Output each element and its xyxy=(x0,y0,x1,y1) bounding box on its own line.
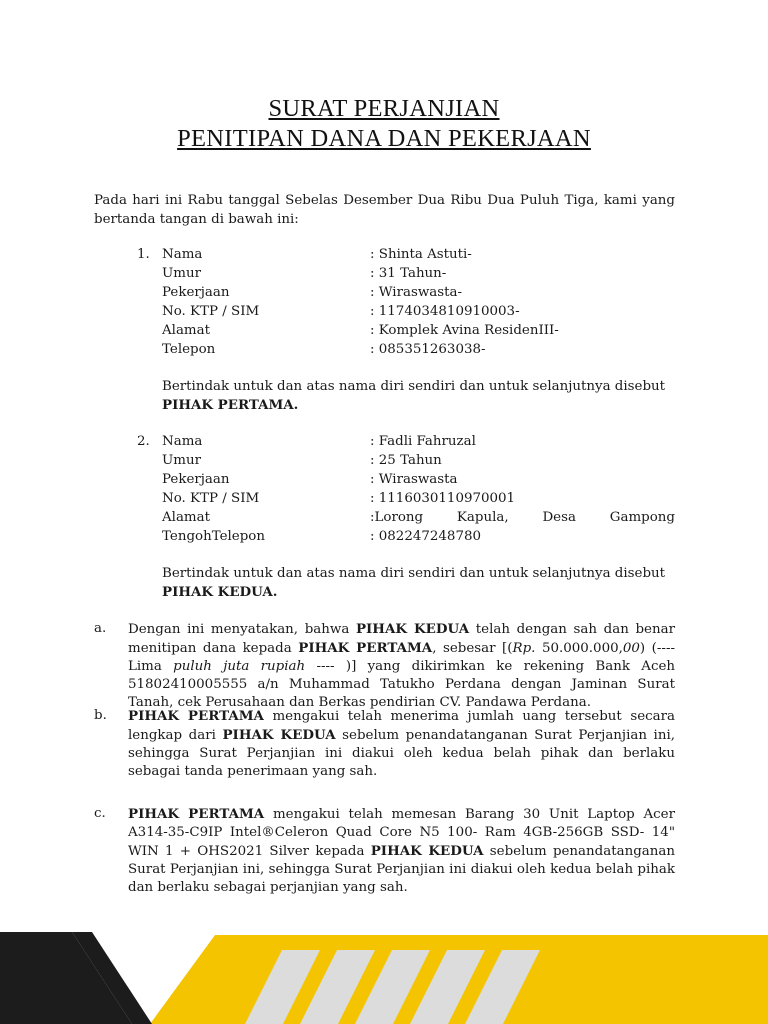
field-label: Pekerjaan xyxy=(162,472,230,487)
party-name: PIHAK KEDUA xyxy=(355,621,470,637)
acting-text: Bertindak untuk dan atas nama diri sendiri dan untuk selanjutnya disebut xyxy=(162,379,666,394)
party-2-designation: PIHAK KEDUA. xyxy=(162,584,278,600)
field-value: : Fadli Fahruzal xyxy=(370,434,476,449)
party-name: PIHAK PERTAMA xyxy=(128,708,264,724)
italic-run: Rp. xyxy=(512,641,536,656)
party-name: PIHAK KEDUA xyxy=(222,727,336,743)
field-label: Alamat xyxy=(162,323,210,338)
party-name: PIHAK PERTAMA xyxy=(298,640,433,656)
party-name: PIHAK PERTAMA xyxy=(128,806,265,822)
field-label: TengohTelepon xyxy=(162,529,265,544)
field-label: Telepon xyxy=(162,342,216,357)
field-value: : 1174034810910003- xyxy=(370,304,520,319)
acting-text: Bertindak untuk dan atas nama diri sendiri dan untuk selanjutnya disebut xyxy=(162,566,666,581)
clause-a-letter: a. xyxy=(94,621,107,636)
field-label: Umur xyxy=(162,266,202,281)
title-line-2: PENITIPAN DANA DAN PEKERJAAN xyxy=(177,125,591,152)
field-label: No. KTP / SIM xyxy=(162,304,260,319)
text-run: 50.000.000, xyxy=(535,641,623,656)
text-run: sebelum penandatanganan Surat Perjanjian ini, sehingga Surat Perjanjian ini diakui oleh kedua belah pihak dan berlaku sebagai perjanjian yang sah. xyxy=(128,844,675,895)
field-label: No. KTP / SIM xyxy=(162,491,260,506)
field-label: Umur xyxy=(162,453,202,468)
text-run: ) (---- Lima xyxy=(128,641,675,674)
party-1-number: 1. xyxy=(137,247,150,262)
field-label: Pekerjaan xyxy=(162,285,230,300)
party-name: PIHAK KEDUA xyxy=(370,843,484,859)
field-value: : Wiraswasta xyxy=(370,472,458,487)
field-value: : Shinta Astuti- xyxy=(370,247,472,262)
party-2-number: 2. xyxy=(137,434,150,449)
text-run: telah dengan sah dan benar menitipan dana kepada xyxy=(128,622,675,656)
field-label: Nama xyxy=(162,434,203,449)
text-run: sebelum penandatanganan Surat Perjanjian ini, sehingga Surat Perjanjian ini diakui oleh kedua belah pihak dan berlaku sebagai tanda penerimaan yang sah. xyxy=(128,728,675,779)
field-value: : Wiraswasta- xyxy=(370,285,463,300)
field-label: Alamat xyxy=(162,510,210,525)
text-run: Dengan ini menyatakan, bahwa xyxy=(128,622,356,637)
italic-run: 00 xyxy=(622,641,640,656)
clause-b-letter: b. xyxy=(94,708,107,723)
text-run: mengakui telah memesan Barang 30 Unit Laptop Acer A314-35-C9IP Intel®Celeron Quad Core N5 100- Ram 4GB-256GB SSD- 14" WIN 1 + OHS2021 Silver kepada xyxy=(128,807,675,859)
title-line-1: SURAT PERJANJIAN xyxy=(268,95,500,122)
address-part: Desa xyxy=(542,510,576,525)
text-run: , sebesar [( xyxy=(432,641,513,656)
clause-c-letter: c. xyxy=(94,806,106,821)
field-label: Nama xyxy=(162,247,203,262)
address-part: Gampong xyxy=(609,510,675,525)
field-value: : 082247248780 xyxy=(370,529,482,544)
field-value: : 31 Tahun- xyxy=(370,266,447,281)
address-part: Kapula, xyxy=(456,510,509,525)
text-run: mengakui telah menerima jumlah uang tersebut secara lengkap dari xyxy=(128,709,675,743)
field-value: : 25 Tahun xyxy=(370,453,442,468)
field-value: : 1116030110970001 xyxy=(370,491,516,506)
text-run: ---- )] yang dikirimkan ke rekening Bank Aceh 51802410005555 a/n Muhammad Tatukho Perdana dengan Jaminan Surat Tanah, cek Perusahaan dan Berkas pendirian CV. Pandawa Perdana. xyxy=(128,659,675,710)
field-value: : Komplek Avina ResidenIII- xyxy=(370,323,559,338)
party-1-designation: PIHAK PERTAMA. xyxy=(162,397,299,413)
italic-run: puluh juta rupiah xyxy=(173,659,306,674)
address-part: :Lorong xyxy=(370,510,424,525)
field-value: : 085351263038- xyxy=(370,342,486,357)
intro-paragraph: Pada hari ini Rabu tanggal Sebelas Desember Dua Ribu Dua Puluh Tiga, kami yang bertanda tangan di bawah ini: xyxy=(94,193,675,227)
